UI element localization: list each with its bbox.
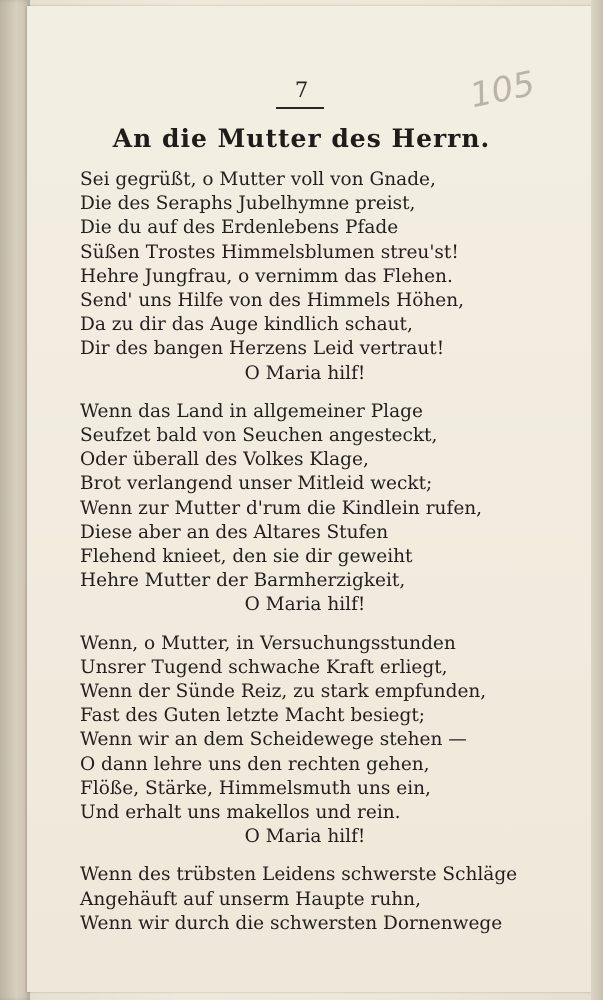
stanza-3 [80, 632, 500, 850]
poem-line: Oder überall des Volkes Klage, [80, 449, 369, 471]
poem-line: O dann lehre uns den rechten gehen, [80, 753, 430, 775]
poem-line: Und erhalt uns makellos und rein. [80, 802, 401, 824]
poem-line: Wenn der Sünde Reiz, zu stark empfunden, [80, 681, 487, 703]
stanza-2 [80, 400, 500, 618]
poem-line: Brot verlangend unser Mitleid weckt; [80, 473, 433, 495]
poem-line: Flöße, Stärke, Himmelsmuth uns ein, [80, 777, 431, 799]
poem-line: Die des Seraphs Jubelhymne preist, [80, 193, 416, 215]
poem-line: Wenn, o Mutter, in Versuchungsstunden [80, 632, 456, 654]
refrain-line: O Maria hilf! [244, 594, 366, 616]
poem-line: Sei gegrüßt, o Mutter voll von Gnade, [80, 169, 436, 190]
poem-line: Send' uns Hilfe von des Himmels Höhen, [80, 290, 465, 312]
pencil-annotation: 105 [466, 63, 539, 117]
poem-line: Die du auf des Erdenlebens Pfade [80, 217, 399, 239]
poem-line: Unsrer Tugend schwache Kraft erliegt, [80, 656, 448, 678]
poem-line: Fast des Guten letzte Macht besiegt; [80, 705, 425, 727]
page-number: 7 [294, 78, 309, 102]
poem-line: Seufzet bald von Seuchen angesteckt, [80, 425, 438, 447]
poem-line: Wenn wir an dem Scheidewege stehen — [80, 729, 467, 751]
page-number-rule [276, 107, 324, 109]
poem-line: Hehre Jungfrau, o vernimm das Flehen. [80, 265, 453, 287]
poem-body [80, 168, 518, 950]
poem-line: Wenn wir durch die schwersten Dornenwege [80, 912, 503, 934]
poem-line: Wenn zur Mutter d'rum die Kindlein rufen, [80, 497, 483, 519]
poem-title: An die Mutter des Herrn. [112, 124, 491, 153]
poem-line: Wenn des trübsten Leidens schwerste Schläge [80, 864, 518, 886]
stanza-4 [80, 863, 518, 936]
poem-line: Da zu dir das Auge kindlich schaut, [80, 314, 413, 336]
refrain-line: O Maria hilf! [244, 826, 366, 848]
stanza-1 [80, 168, 500, 386]
poem-line: Hehre Mutter der Barmherzigkeit, [80, 570, 406, 592]
refrain-line: O Maria hilf! [244, 362, 366, 384]
poem-line: Diese aber an des Altares Stufen [80, 521, 389, 543]
poem-line: Wenn das Land in allgemeiner Plage [80, 400, 423, 422]
poem-line: Flehend knieet, den sie dir geweiht [80, 546, 413, 568]
poem-line: Dir des bangen Herzens Leid vertraut! [80, 338, 445, 360]
poem-line: Süßen Trostes Himmelsblumen streu'st! [80, 241, 459, 263]
poem-line: Angehäuft auf unserm Haupte ruhn, [80, 888, 421, 910]
